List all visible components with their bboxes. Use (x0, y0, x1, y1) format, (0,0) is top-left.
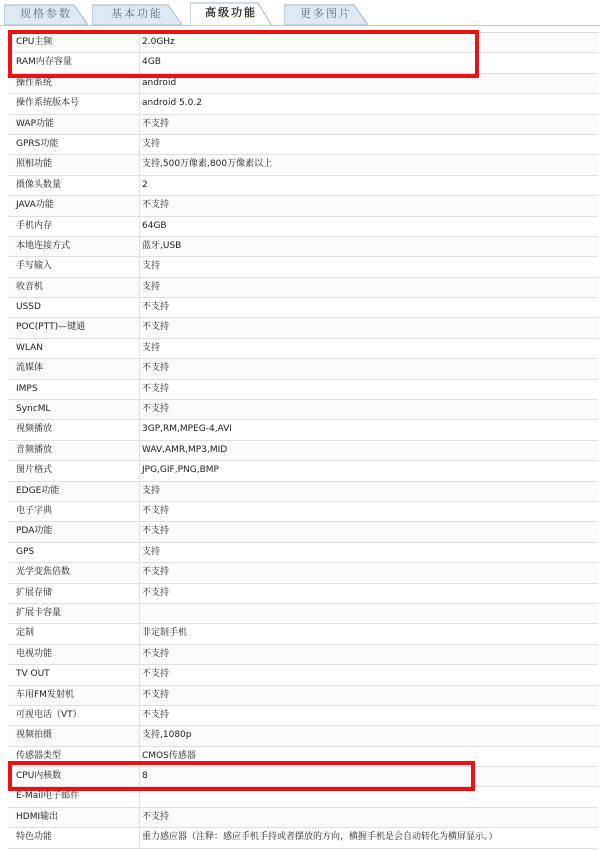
spec-row (8, 278, 598, 298)
spec-value: 64GB (142, 220, 167, 231)
spec-label: POC(PTT)—键通 (8, 318, 140, 337)
spec-value: 不支持 (142, 363, 170, 374)
spec-row (8, 482, 598, 502)
spec-label: 车用FM发射机 (8, 686, 140, 705)
spec-label: TV OUT (8, 665, 140, 684)
spec-value: 支持,1080p (142, 730, 192, 741)
spec-label: 视频播放 (8, 420, 140, 439)
spec-row (8, 522, 598, 542)
spec-row (8, 53, 598, 73)
spec-value: 支持,500万像素,800万像素以上 (142, 159, 273, 170)
spec-row (8, 359, 598, 379)
spec-label: JAVA功能 (8, 196, 140, 215)
spec-value: 不支持 (142, 200, 170, 211)
spec-label: USSD (8, 298, 140, 317)
spec-row (8, 298, 598, 318)
spec-value: 8 (142, 771, 148, 782)
spec-row (8, 828, 598, 848)
spec-label: PDA功能 (8, 522, 140, 541)
spec-row (8, 115, 598, 135)
spec-label: 视频拍摄 (8, 726, 140, 745)
tab-advanced-features-label: 高级功能 (205, 6, 257, 19)
spec-label: 定制 (8, 624, 140, 643)
spec-label: 流媒体 (8, 359, 140, 378)
spec-label: 照相功能 (8, 155, 140, 174)
spec-row (8, 420, 598, 440)
tab-specs[interactable] (4, 3, 88, 25)
spec-label: E-Mail电子邮件 (8, 787, 140, 806)
spec-label: 收音机 (8, 278, 140, 297)
spec-value: 不支持 (142, 567, 170, 578)
spec-row (8, 808, 598, 828)
spec-value: CMOS传感器 (142, 750, 196, 761)
spec-value (140, 604, 598, 623)
spec-value: 不支持 (142, 383, 170, 394)
spec-value: 支持 (142, 138, 161, 149)
spec-label: 手机内存 (8, 217, 140, 236)
spec-value: 支持 (142, 546, 161, 557)
tab-more-images[interactable] (284, 3, 368, 25)
spec-label: WAP功能 (8, 115, 140, 134)
spec-row (8, 74, 598, 94)
spec-value: 支持 (142, 485, 161, 496)
spec-row (8, 665, 598, 685)
spec-row (8, 706, 598, 726)
spec-value: 蓝牙,USB (142, 240, 182, 251)
spec-row (8, 645, 598, 665)
tab-specs-label: 规格参数 (20, 7, 72, 20)
spec-row (8, 33, 598, 53)
tab-bar (0, 0, 600, 28)
spec-value: 不支持 (142, 118, 170, 129)
tab-basic-features-label: 基本功能 (111, 7, 163, 20)
spec-label: 图片格式 (8, 461, 140, 480)
spec-label: IMPS (8, 380, 140, 399)
spec-row (8, 339, 598, 359)
spec-value: android (142, 77, 177, 88)
spec-row (8, 155, 598, 175)
spec-row (8, 726, 598, 746)
spec-label: WLAN (8, 339, 140, 358)
spec-row (8, 257, 598, 277)
spec-label: GPRS功能 (8, 135, 140, 154)
spec-row (8, 461, 598, 481)
spec-row (8, 441, 598, 461)
spec-value: 4GB (142, 57, 161, 68)
spec-value: 重力感应器（注释：感应手机手持或者摆放的方向，横握手机是会自动转化为横屏显示。） (142, 832, 498, 843)
spec-row (8, 318, 598, 338)
spec-row (8, 502, 598, 522)
tab-basic-features[interactable] (92, 3, 182, 25)
spec-value: 不支持 (142, 648, 170, 659)
spec-label: 特色功能 (8, 828, 140, 847)
spec-row (8, 624, 598, 644)
spec-label: 本地连接方式 (8, 237, 140, 256)
spec-label: 扩展卡容量 (8, 604, 140, 623)
spec-value: 支持 (142, 342, 161, 353)
spec-label: CPU内核数 (8, 767, 140, 786)
spec-label: 电子字典 (8, 502, 140, 521)
spec-row (8, 135, 598, 155)
spec-label: CPU主频 (8, 33, 140, 52)
tab-baseline (0, 25, 600, 26)
spec-label: EDGE功能 (8, 482, 140, 501)
spec-row (8, 686, 598, 706)
spec-label: SyncML (8, 400, 140, 419)
spec-value: 不支持 (142, 669, 170, 680)
spec-label: 操作系统版本号 (8, 94, 140, 113)
spec-value: JPG,GIF,PNG,BMP (142, 465, 219, 476)
spec-row (8, 237, 598, 257)
spec-label: 手写输入 (8, 257, 140, 276)
spec-row (8, 176, 598, 196)
spec-row (8, 787, 598, 807)
spec-value (140, 787, 598, 806)
spec-value: 不支持 (142, 709, 170, 720)
spec-label: 传感器类型 (8, 747, 140, 766)
spec-value: 不支持 (142, 302, 170, 313)
spec-row (8, 563, 598, 583)
spec-row (8, 196, 598, 216)
spec-label: 音频播放 (8, 441, 140, 460)
tab-more-images-label: 更多图片 (300, 7, 352, 20)
spec-table (8, 32, 598, 849)
spec-value: 不支持 (142, 404, 170, 415)
spec-value: 不支持 (142, 689, 170, 700)
spec-label: GPS (8, 543, 140, 562)
spec-value: 2.0GHz (142, 37, 175, 47)
spec-row (8, 767, 598, 787)
spec-label: 扩展存储 (8, 584, 140, 603)
spec-label: 操作系统 (8, 74, 140, 93)
spec-label: 可视电话（VT） (8, 706, 140, 725)
spec-value: 3GP,RM,MPEG-4,AVI (142, 424, 232, 435)
spec-value: 不支持 (142, 322, 170, 333)
spec-row (8, 380, 598, 400)
spec-value: 不支持 (142, 505, 170, 516)
tab-advanced-features[interactable] (190, 1, 272, 26)
spec-row (8, 400, 598, 420)
spec-label: HDMI输出 (8, 808, 140, 827)
spec-value: 支持 (142, 261, 161, 272)
spec-label: 摄像头数量 (8, 176, 140, 195)
spec-row (8, 94, 598, 114)
spec-row (8, 217, 598, 237)
spec-row (8, 604, 598, 624)
spec-label: 电视功能 (8, 645, 140, 664)
spec-row (8, 543, 598, 563)
spec-label: 光学变焦倍数 (8, 563, 140, 582)
spec-value: 不支持 (142, 587, 170, 598)
spec-value: 不支持 (142, 526, 170, 537)
spec-value: 支持 (142, 281, 161, 292)
spec-value: WAV,AMR,MP3,MID (142, 444, 228, 455)
spec-label: RAM内存容量 (8, 53, 140, 72)
spec-value: android 5.0.2 (142, 98, 202, 109)
spec-row (8, 584, 598, 604)
spec-value: 不支持 (142, 811, 170, 822)
spec-value: 非定制手机 (142, 628, 188, 639)
spec-value: 2 (142, 179, 148, 190)
spec-row (8, 747, 598, 767)
